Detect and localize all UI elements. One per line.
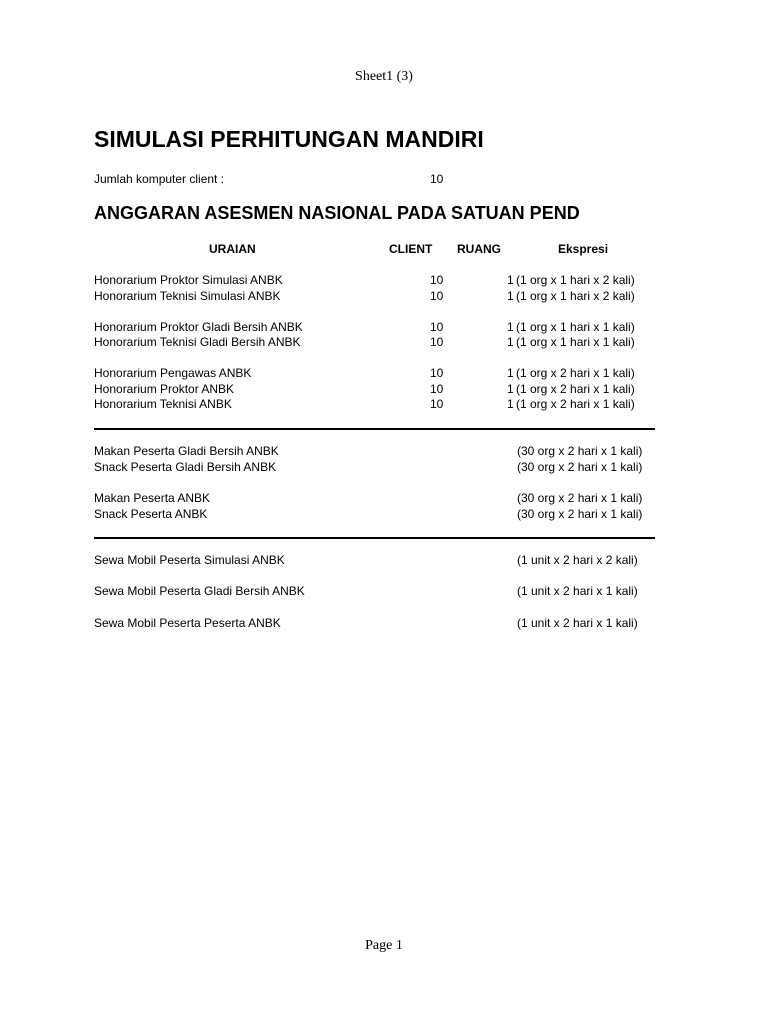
table-row xyxy=(0,289,768,305)
row-client: 10 xyxy=(430,366,444,380)
row-expression: (1 org x 1 hari x 2 kali) xyxy=(516,289,635,303)
row-label: Honorarium Teknisi Simulasi ANBK xyxy=(94,289,281,303)
row-ruang: 1 xyxy=(507,320,514,334)
row-label: Sewa Mobil Peserta Simulasi ANBK xyxy=(94,553,285,567)
row-label: Honorarium Pengawas ANBK xyxy=(94,366,252,380)
row-expression: (1 org x 2 hari x 1 kali) xyxy=(516,397,635,411)
row-client: 10 xyxy=(430,289,444,303)
table-row xyxy=(0,584,768,600)
table-row xyxy=(0,397,768,413)
row-label: Sewa Mobil Peserta Peserta ANBK xyxy=(94,616,281,630)
table-row xyxy=(0,553,768,569)
table-row xyxy=(0,507,768,523)
row-label: Honorarium Teknisi ANBK xyxy=(94,397,232,411)
row-expression: (30 org x 2 hari x 1 kali) xyxy=(517,507,643,521)
row-ruang: 1 xyxy=(507,382,514,396)
table-row xyxy=(0,382,768,398)
row-ruang: 1 xyxy=(507,273,514,287)
row-label: Honorarium Proktor Gladi Bersih ANBK xyxy=(94,320,303,334)
row-expression: (1 unit x 2 hari x 1 kali) xyxy=(517,616,638,630)
row-expression: (1 org x 2 hari x 1 kali) xyxy=(516,382,635,396)
table-row xyxy=(0,616,768,632)
table-row xyxy=(0,366,768,382)
column-header-ruang: RUANG xyxy=(457,242,501,256)
row-expression: (1 unit x 2 hari x 1 kali) xyxy=(517,584,638,598)
table-row xyxy=(0,444,768,460)
table-row xyxy=(0,491,768,507)
row-ruang: 1 xyxy=(507,335,514,349)
sheet-header: Sheet1 (3) xyxy=(355,69,413,84)
row-client: 10 xyxy=(430,397,444,411)
page-title: SIMULASI PERHITUNGAN MANDIRI xyxy=(94,126,484,152)
row-client: 10 xyxy=(430,273,444,287)
row-label: Snack Peserta ANBK xyxy=(94,507,208,521)
row-expression: (30 org x 2 hari x 1 kali) xyxy=(517,444,643,458)
table-row xyxy=(0,320,768,336)
row-client: 10 xyxy=(430,382,444,396)
table-row xyxy=(0,273,768,289)
row-client: 10 xyxy=(430,320,444,334)
row-expression: (1 org x 2 hari x 1 kali) xyxy=(516,366,635,380)
section-divider xyxy=(94,537,655,539)
row-label: Honorarium Proktor ANBK xyxy=(94,382,235,396)
client-count-value: 10 xyxy=(430,172,444,186)
section-divider xyxy=(94,428,655,430)
column-header-ekspresi: Ekspresi xyxy=(558,242,609,256)
row-label: Makan Peserta ANBK xyxy=(94,491,211,505)
row-ruang: 1 xyxy=(507,289,514,303)
page-number: Page 1 xyxy=(365,938,403,953)
row-label: Sewa Mobil Peserta Gladi Bersih ANBK xyxy=(94,584,305,598)
row-label: Honorarium Teknisi Gladi Bersih ANBK xyxy=(94,335,301,349)
row-label: Snack Peserta Gladi Bersih ANBK xyxy=(94,460,277,474)
table-row xyxy=(0,335,768,351)
row-expression: (1 org x 1 hari x 2 kali) xyxy=(516,273,635,287)
row-ruang: 1 xyxy=(507,366,514,380)
section-title: ANGGARAN ASESMEN NASIONAL PADA SATUAN PEND xyxy=(94,203,580,223)
row-label: Honorarium Proktor Simulasi ANBK xyxy=(94,273,283,287)
row-ruang: 1 xyxy=(507,397,514,411)
row-expression: (1 org x 1 hari x 1 kali) xyxy=(516,320,635,334)
column-header-uraian: URAIAN xyxy=(209,242,256,256)
row-expression: (1 unit x 2 hari x 2 kali) xyxy=(517,553,638,567)
row-label: Makan Peserta Gladi Bersih ANBK xyxy=(94,444,279,458)
client-count-label: Jumlah komputer client : xyxy=(94,172,225,186)
row-client: 10 xyxy=(430,335,444,349)
row-expression: (30 org x 2 hari x 1 kali) xyxy=(517,491,643,505)
column-header-client: CLIENT xyxy=(389,242,433,256)
table-row xyxy=(0,460,768,476)
row-expression: (1 org x 1 hari x 1 kali) xyxy=(516,335,635,349)
row-expression: (30 org x 2 hari x 1 kali) xyxy=(517,460,643,474)
